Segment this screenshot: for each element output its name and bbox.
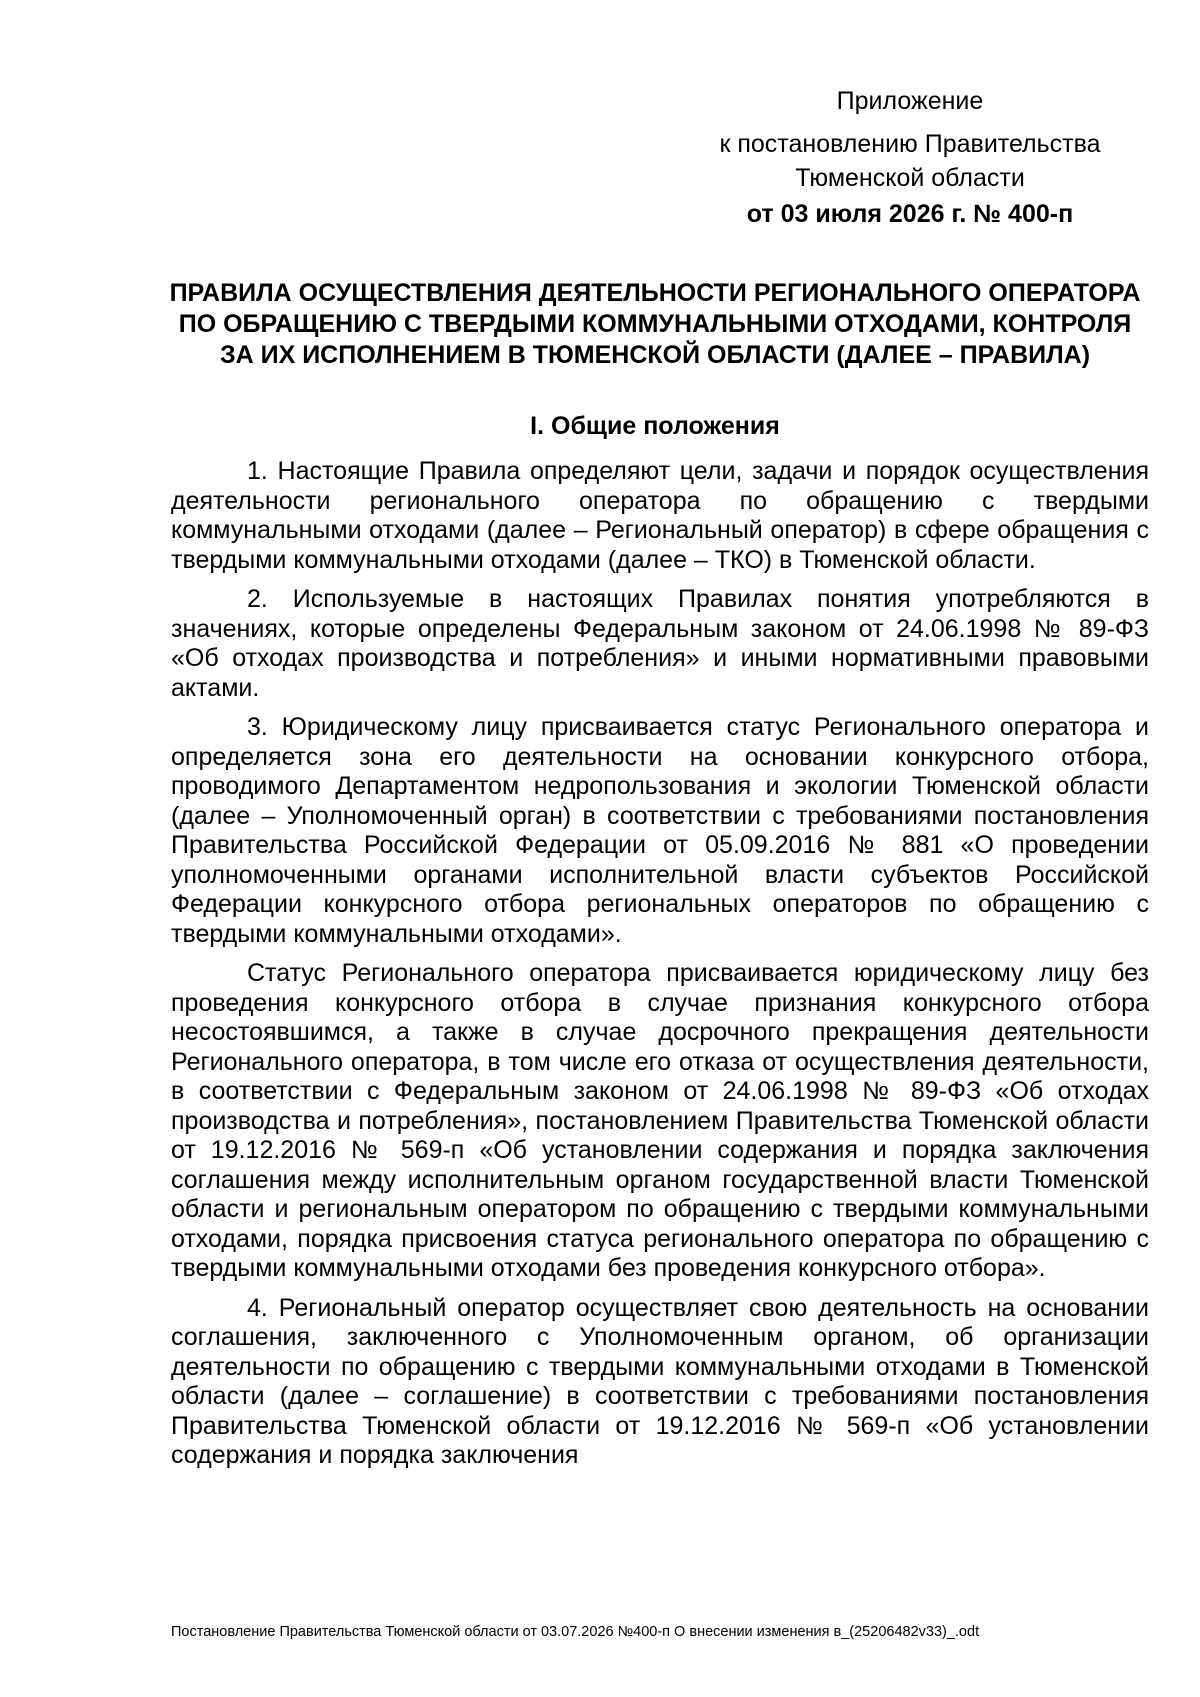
paragraph-4: 4. Региональный оператор осуществляет свою деятельность на основании соглашения, заключенного с Уполномоченным органом, об организации деятельности по обращению с твердыми коммунальными отходами в Тюменской области (далее – соглашение) в соответствии с требованиями постановления Правительства Тюменской области от 19.12.2016 № 569-п «Об установлении содержания и порядка заключения: [171, 1293, 1149, 1469]
appendix-reference: к постановлению Правительства Тюменской области: [719, 130, 1101, 192]
document-body: [171, 457, 1149, 1481]
page-footer: Постановление Правительства Тюменской области от 03.07.2026 №400-п О внесении изменения в_(25206482v33)_.odt: [171, 1624, 980, 1640]
document-title: ПРАВИЛА ОСУЩЕСТВЛЕНИЯ ДЕЯТЕЛЬНОСТИ РЕГИОНАЛЬНОГО ОПЕРАТОРА ПО ОБРАЩЕНИЮ С ТВЕРДЫМИ КОММУНАЛЬНЫМИ ОТХОДАМИ, КОНТРОЛЯ ЗА ИХ ИСПОЛНЕНИЕМ В ТЮМЕНСКОЙ ОБЛАСТИ (ДАЛЕЕ – ПРАВИЛА): [169, 279, 1141, 369]
paragraph-3-continued: Статус Регионального оператора присваивается юридическому лицу без проведения конкурсного отбора в случае признания конкурсного отбора несостоявшимся, а также в случае досрочного прекращения деятельности Регионального оператора, в том числе его отказа от осуществления деятельности, в соответствии с Федеральным законом от 24.06.1998 № 89-ФЗ «Об отходах производства и потребления», постановлением Правительства Тюменской области от 19.12.2016 № 569-п «Об установлении содержания и порядка заключения соглашения между исполнительным органом государственной власти Тюменской области и региональным оператором по обращению с твердыми коммунальными отходами, порядка присвоения статуса регионального оператора по обращению с твердыми коммунальными отходами без проведения конкурсного отбора».: [171, 959, 1149, 1282]
section-heading: I. Общие положения: [530, 412, 780, 440]
paragraph-2: 2. Используемые в настоящих Правилах понятия употребляются в значениях, которые определены Федеральным законом от 24.06.1998 № 89-ФЗ «Об отходах производства и потребления» и иными нормативными правовыми актами.: [171, 585, 1149, 702]
appendix-date-number: от 03 июля 2026 г. № 400-п: [746, 200, 1074, 228]
paragraph-1: 1. Настоящие Правила определяют цели, задачи и порядок осуществления деятельности регионального оператора по обращению с твердыми коммунальными отходами (далее – Региональный оператор) в сфере обращения с твердыми коммунальными отходами (далее – ТКО) в Тюменской области.: [171, 457, 1149, 574]
appendix-label: Приложение: [836, 87, 984, 115]
paragraph-3: 3. Юридическому лицу присваивается статус Регионального оператора и определяется зона его деятельности на основании конкурсного отбора, проводимого Департаментом недропользования и экологии Тюменской области (далее – Уполномоченный орган) в соответствии с требованиями постановления Правительства Российской Федерации от 05.09.2016 № 881 «О проведении уполномоченными органами исполнительной власти субъектов Российской Федерации конкурсного отбора региональных операторов по обращению с твердыми коммунальными отходами».: [171, 713, 1149, 948]
